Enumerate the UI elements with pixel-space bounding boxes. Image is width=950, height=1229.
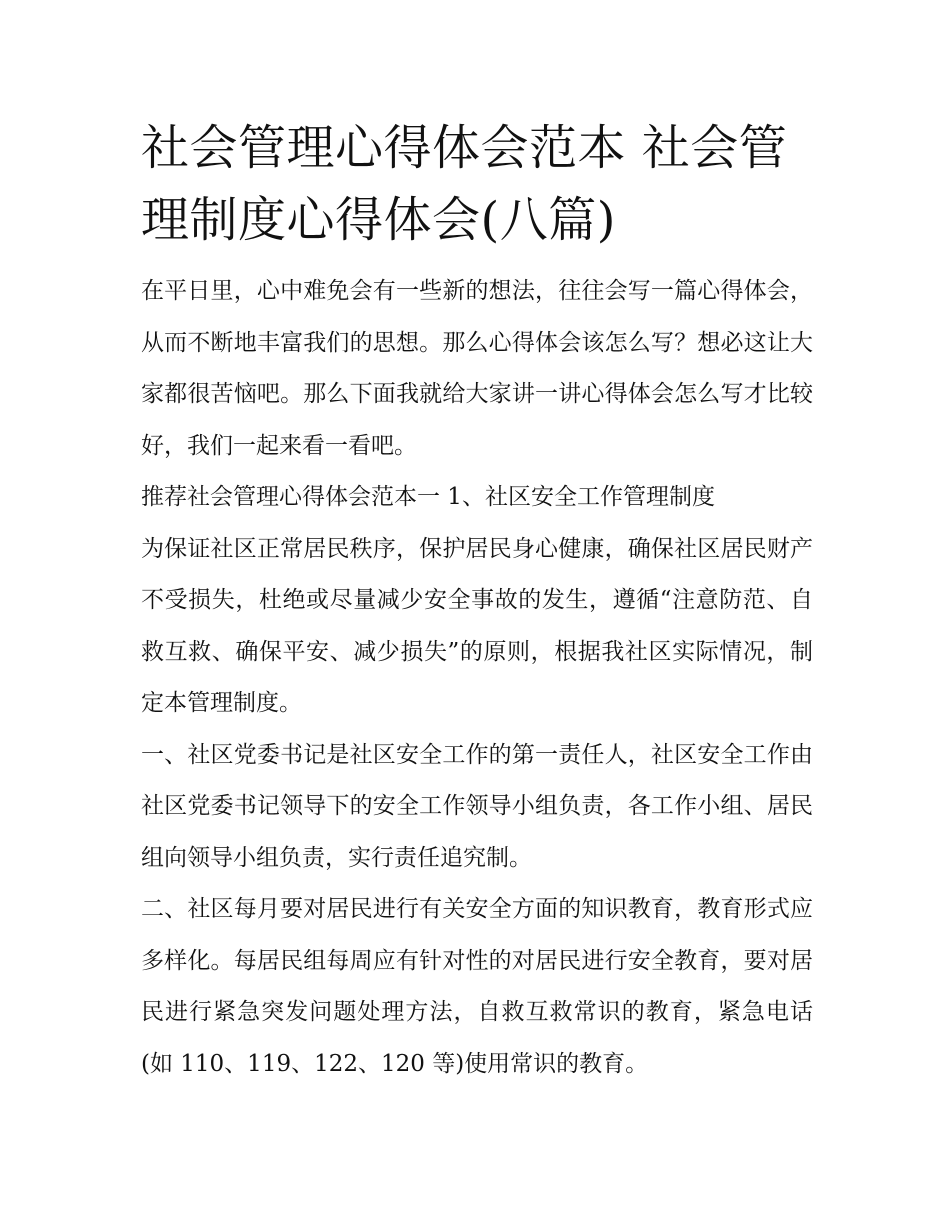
document-page — [141, 112, 813, 1090]
intro-paragraph: 在平日里，心中难免会有一些新的想法，往往会写一篇心得体会，从而不断地丰富我们的思想。那么心得体会该怎么写？想必这让大家都很苦恼吧。那么下面我就给大家讲一讲心得体会怎么写才比较好，我们一起来看一看吧。 — [141, 278, 813, 459]
section-heading: 推荐社会管理心得体会范本一 1、社区安全工作管理制度 — [141, 484, 715, 510]
rule-one-paragraph: 一、社区党委书记是社区安全工作的第一责任人，社区安全工作由社区党委书记领导下的安全工作领导小组负责，各工作小组、居民组向领导小组负责，实行责任追究制。 — [141, 741, 813, 871]
rule-two-paragraph: 二、社区每月要对居民进行有关安全方面的知识教育，教育形式应多样化。每居民组每周应有针对性的对居民进行安全教育，要对居民进行紧急突发问题处理方法，自救互救常识的教育，紧急电话(如 110、119、122、120 等)使用常识的教育。 — [141, 896, 813, 1077]
purpose-paragraph: 为保证社区正常居民秩序，保护居民身心健康，确保社区居民财产不受损失，杜绝或尽量减少安全事故的发生，遵循“注意防范、自救互救、确保平安、减少损失”的原则，根据我社区实际情况，制定本管理制度。 — [141, 535, 813, 716]
document-title: 社会管理心得体会范本 社会管理制度心得体会(八篇) — [141, 120, 788, 248]
